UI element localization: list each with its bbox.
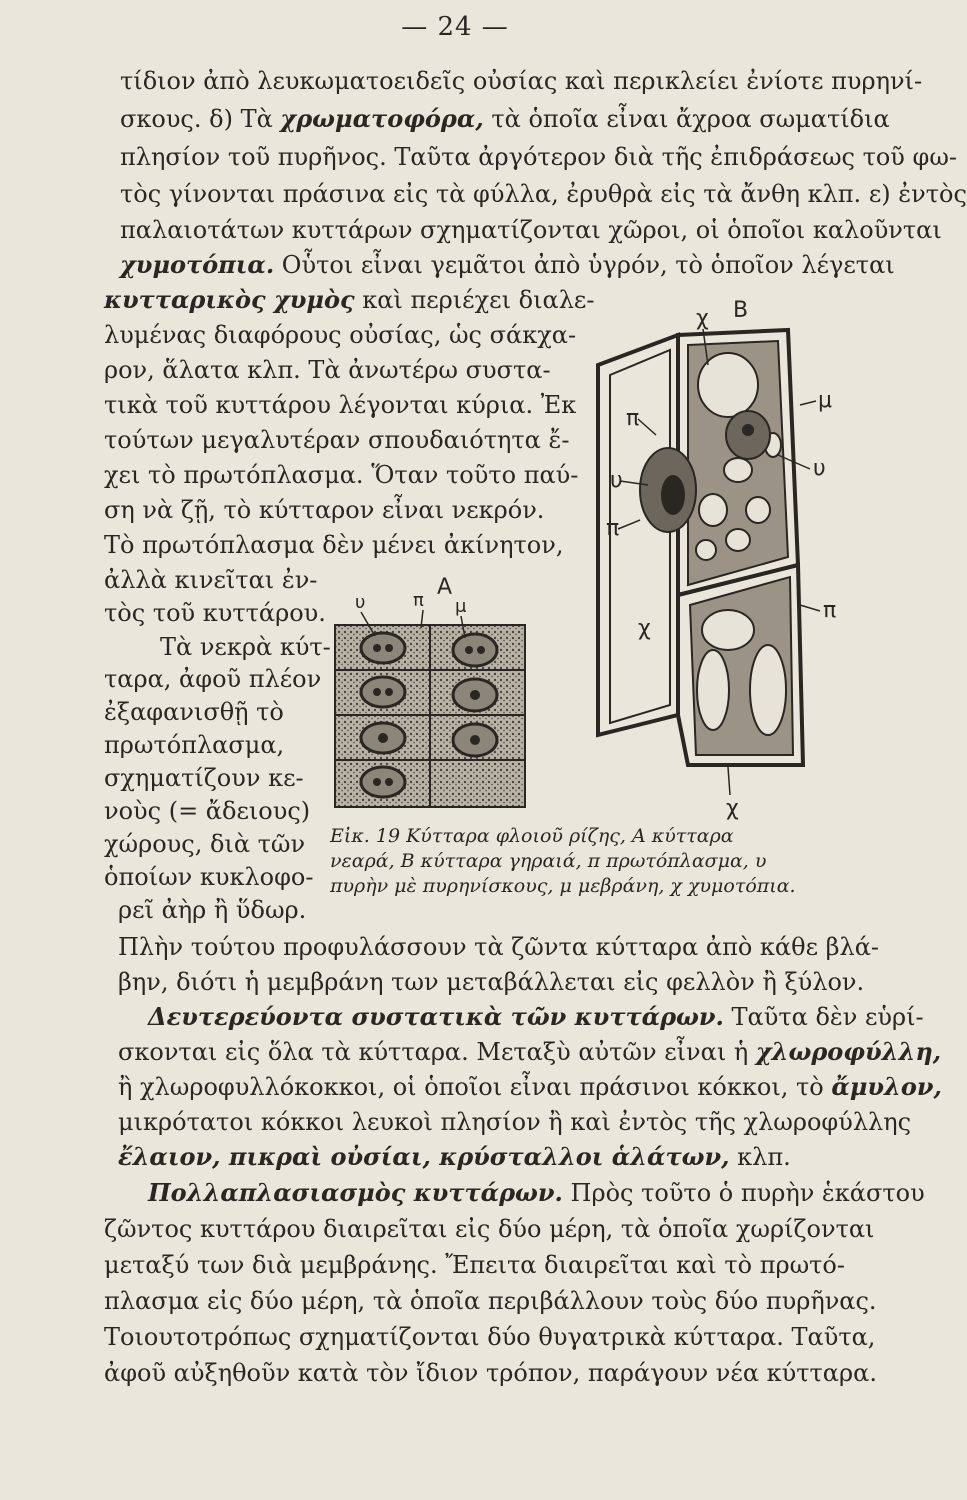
text-line: χυμοτόπια. Οὗτοι εἶναι γεμᾶτοι ἀπὸ ὑγρόν, τὸ ὁποῖον λέγεται	[120, 250, 895, 279]
term-starch: ἄμυλον,	[831, 1072, 942, 1101]
text-line: παλαιοτάτων κυττάρων σχηματίζονται χῶροι, οἱ ὁποῖοι καλοῦνται	[120, 216, 942, 244]
text-line: ἢ χλωροφυλλόκοκκοι, οἱ ὁποῖοι εἶναι πράσινοι κόκκοι, τὸ ἄμυλον,	[118, 1072, 942, 1101]
figure-old-cells	[578, 295, 848, 820]
figure-label-mu: μ	[455, 596, 467, 617]
text-line: ση νὰ ζῇ, τὸ κύτταρον εἶναι νεκρόν.	[104, 496, 545, 524]
text-line: Τοιουτοτρόπως σχηματίζονται δύο θυγατρικὰ κύτταρα. Ταῦτα,	[104, 1323, 876, 1351]
text-line: ἀλλὰ κινεῖται ἐν-	[104, 566, 318, 594]
text-line: σχηματίζουν κε-	[104, 764, 304, 792]
figure-label-upsilon: υ	[355, 592, 366, 613]
text-line: Τὰ νεκρὰ κύτ-	[160, 633, 331, 661]
figure-caption: Εἰκ. 19 Κύτταρα φλοιοῦ ρίζης, Α κύτταρα νεαρά, Β κύτταρα γηραιά, π πρωτόπλασμα, υ πυρὴν μὲ πυρηνίσκους, μ μεβράνη, χ χυμοτόπια.	[330, 825, 796, 897]
text-line: ζῶντος κυττάρου διαιρεῖται εἰς δύο μέρη, τὰ ὁποῖα χωρίζονται	[104, 1215, 875, 1243]
term-chromatophores: χρωματοφόρα,	[280, 104, 484, 133]
figure-label-pi: π	[606, 516, 620, 541]
text-line: χώρους, διὰ τῶν	[104, 830, 306, 858]
term-chlorophyll: χλωροφύλλη,	[755, 1037, 942, 1066]
term-vacuoles: χυμοτόπια.	[120, 250, 275, 279]
text-line: τίδιον ἀπὸ λευκωματοειδεῖς οὐσίας καὶ περικλείει ἐνίοτε πυρηνί-	[120, 67, 923, 95]
figure-label-mu: μ	[818, 388, 832, 413]
text-line: ἔλαιον, πικραὶ οὐσίαι, κρύσταλλοι ἁλάτων, κλπ.	[118, 1142, 791, 1171]
text-line: ταρα, ἀφοῦ πλέον	[104, 665, 322, 693]
figure-label-chi: χ	[696, 306, 709, 331]
text-line: ρεῖ ἀὴρ ἢ ὕδωρ.	[118, 896, 307, 924]
text-line: ἀφοῦ αὐξηθοῦν κατὰ τὸν ἴδιον τρόπον, παράγουν νέα κύτταρα.	[104, 1359, 877, 1387]
text-line: κυτταρικὸς χυμὸς καὶ περιέχει διαλε-	[104, 285, 595, 314]
text-line: πλασμα εἰς δύο μέρη, τὰ ὁποῖα περιβάλλουν τοὺς δύο πυρῆνας.	[104, 1287, 877, 1315]
term-oils-salts: ἔλαιον, πικραὶ οὐσίαι, κρύσταλλοι ἁλάτων,	[118, 1142, 730, 1171]
figure-label-pi: π	[413, 590, 424, 611]
text-line: πλησίον τοῦ πυρῆνος. Ταῦτα ἀργότερον διὰ τῆς ἐπιδράσεως τοῦ φω-	[120, 143, 958, 171]
text-line: τὸς γίνονται πράσινα εἰς τὰ φύλλα, ἐρυθρὰ εἰς τὰ ἄνθη κλπ. ε) ἐντὸς	[120, 180, 967, 208]
text-line: βην, διότι ἡ μεμβράνη των μεταβάλλεται εἰς φελλὸν ἢ ξύλον.	[118, 968, 865, 996]
text-line: Πλὴν τούτου προφυλάσσουν τὰ ζῶντα κύτταρα ἀπὸ κάθε βλά-	[118, 933, 880, 961]
heading-secondary-components: Δευτερεύοντα συστατικὰ τῶν κυττάρων.	[148, 1002, 724, 1031]
figure-label-pi: π	[823, 598, 837, 623]
figure-label-chi: χ	[726, 796, 739, 821]
text-line: σκονται εἰς ὅλα τὰ κύτταρα. Μεταξὺ αὐτῶν εἶναι ἡ χλωροφύλλη,	[118, 1037, 942, 1066]
text-line: Πολλαπλασιασμὸς κυττάρων. Πρὸς τοῦτο ὁ πυρὴν ἑκάστου	[148, 1178, 925, 1207]
text-line: τικὰ τοῦ κυττάρου λέγονται κύρια. Ἐκ	[104, 391, 577, 419]
text-line: λυμένας διαφόρους οὐσίας, ὡς σάκχα-	[104, 321, 577, 349]
text-line: τὸς τοῦ κυττάρου.	[104, 599, 326, 627]
text-line: Δευτερεύοντα συστατικὰ τῶν κυττάρων. Ταῦτα δὲν εὑρί-	[148, 1002, 924, 1031]
text-line: σκους. δ) Τὰ χρωματοφόρα, τὰ ὁποῖα εἶναι ἄχροα σωματίδια	[120, 104, 890, 133]
text-line: μικρότατοι κόκκοι λευκοὶ πλησίον ἢ καὶ ἐντὸς τῆς χλωροφύλλης	[118, 1108, 912, 1136]
figure-label-upsilon: υ	[813, 456, 826, 481]
figure-label-upsilon: υ	[610, 468, 623, 493]
page-number: — 24 —	[401, 12, 509, 42]
term-cell-sap: κυτταρικὸς χυμὸς	[104, 285, 355, 314]
text-line: χει τὸ πρωτόπλασμα. Ὅταν τοῦτο παύ-	[104, 461, 579, 489]
heading-cell-multiplication: Πολλαπλασιασμὸς κυττάρων.	[148, 1178, 563, 1207]
text-line: ρον, ἅλατα κλπ. Τὰ ἀνωτέρω συστα-	[104, 356, 551, 384]
text-line: ἐξαφανισθῇ τὸ	[104, 698, 284, 726]
figure-label-pi: π	[626, 406, 640, 431]
text-line: πρωτόπλασμα,	[104, 731, 285, 759]
figure-young-cells	[325, 570, 555, 820]
text-line: τούτων μεγαλυτέραν σπουδαιότητα ἔ-	[104, 426, 570, 454]
text-line: ὁποίων κυκλοφο-	[104, 863, 314, 891]
text-line: μεταξύ των διὰ μεμβράνης. Ἔπειτα διαιρεῖται καὶ τὸ πρωτό-	[104, 1251, 845, 1279]
figure-label-chi: χ	[638, 616, 651, 641]
figure-label-B: Β	[733, 298, 749, 323]
figure-label-A: Α	[437, 575, 453, 600]
text-line: νοὺς (= ἄδειους)	[104, 797, 311, 825]
text-line: Τὸ πρωτόπλασμα δὲν μένει ἀκίνητον,	[104, 531, 564, 559]
